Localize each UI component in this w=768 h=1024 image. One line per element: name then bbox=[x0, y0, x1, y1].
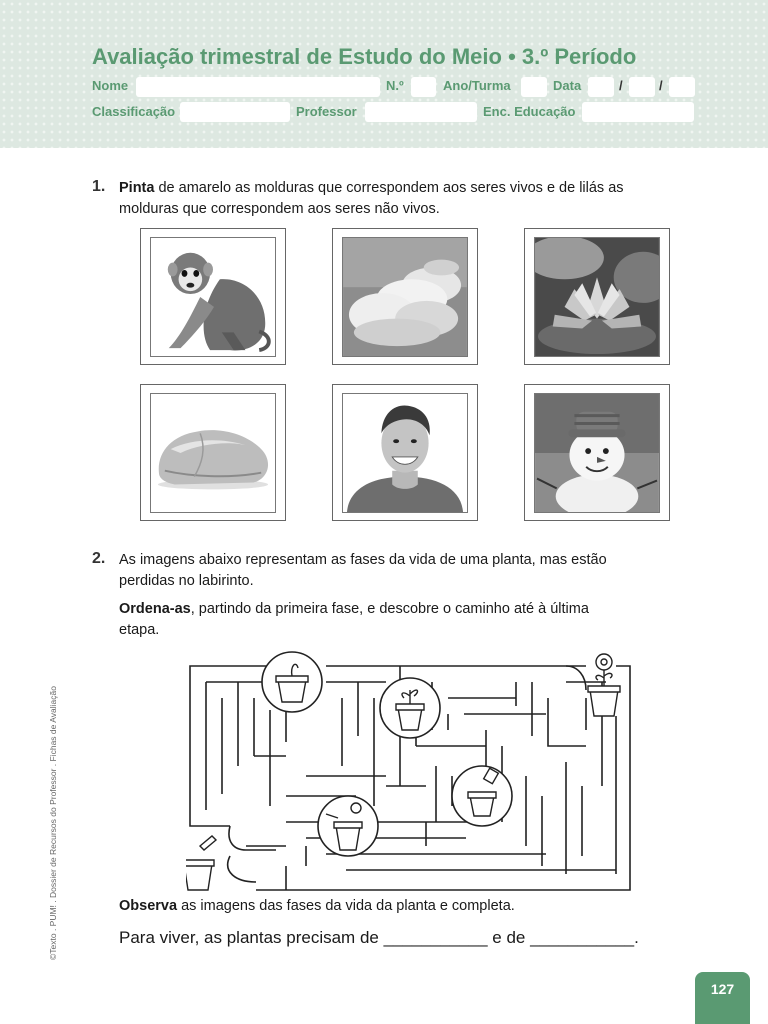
clouds-image bbox=[342, 237, 468, 357]
page-number: 127 bbox=[710, 981, 735, 997]
frame-rock[interactable] bbox=[140, 384, 286, 521]
date-month-field[interactable] bbox=[629, 77, 655, 97]
page-number-badge bbox=[695, 972, 750, 1024]
water-lily-image bbox=[534, 237, 660, 357]
date-label: Data bbox=[553, 78, 582, 93]
copyright-side-text: ©Texto . PUM! . Dossier de Recursos do Professor . Fichas de Avaliação bbox=[48, 686, 58, 960]
question-2-instruction bbox=[119, 599, 719, 641]
year-class-field[interactable] bbox=[521, 77, 547, 97]
rock-image bbox=[150, 393, 276, 513]
question-1-line1: de amarelo as molduras que correspondem aos seres vivos e de lilás as bbox=[158, 180, 624, 196]
instruction-line2: etapa. bbox=[119, 622, 160, 638]
number-label: N.º bbox=[386, 78, 404, 93]
name-field[interactable] bbox=[136, 77, 380, 97]
guardian-label: Enc. Educação bbox=[483, 104, 576, 119]
number-field[interactable] bbox=[411, 77, 436, 97]
instruction-line1: , partindo da primeira fase, e descobre o caminho até à última bbox=[190, 601, 589, 617]
grade-field[interactable] bbox=[180, 102, 290, 122]
question-2-text bbox=[119, 550, 719, 592]
question-1-line2: molduras que correspondem aos seres não vivos. bbox=[119, 201, 440, 217]
date-separator: / bbox=[619, 78, 623, 93]
date-day-field[interactable] bbox=[588, 77, 614, 97]
stage-planting-pot bbox=[186, 836, 216, 890]
teacher-field[interactable] bbox=[365, 102, 477, 122]
plant-maze[interactable] bbox=[186, 646, 632, 892]
question-1-bold: Pinta bbox=[119, 180, 155, 196]
fill-in-sentence[interactable]: Para viver, as plantas precisam de ___________ e de ___________. bbox=[119, 928, 639, 947]
stage-flower-pot bbox=[588, 654, 620, 716]
observe-bold: Observa bbox=[119, 898, 178, 914]
observe-text: as imagens das fases da vida da planta e completa. bbox=[177, 898, 515, 914]
monkey-image bbox=[150, 237, 276, 357]
name-label: Nome bbox=[92, 78, 129, 93]
guardian-field[interactable] bbox=[582, 102, 694, 122]
question-1-text bbox=[119, 178, 719, 220]
question-2-number: 2. bbox=[92, 550, 106, 567]
frame-clouds[interactable] bbox=[332, 228, 478, 365]
grade-label: Classificação bbox=[92, 104, 176, 119]
year-class-label: Ano/Turma bbox=[443, 78, 511, 93]
smiling-man-image bbox=[342, 393, 468, 513]
question-2-line2: perdidas no labirinto. bbox=[119, 573, 254, 589]
observe-line bbox=[119, 896, 719, 917]
snowman-image bbox=[534, 393, 660, 513]
frame-monkey[interactable] bbox=[140, 228, 286, 365]
date-separator: / bbox=[659, 78, 663, 93]
question-2-line1: As imagens abaixo representam as fases da vida de uma planta, mas estão bbox=[119, 552, 607, 568]
frame-snowman[interactable] bbox=[524, 384, 670, 521]
frame-water-lily[interactable] bbox=[524, 228, 670, 365]
teacher-label: Professor bbox=[296, 104, 357, 119]
question-1-number: 1. bbox=[92, 178, 106, 195]
date-year-field[interactable] bbox=[669, 77, 695, 97]
header-band bbox=[0, 0, 768, 148]
page-title: Avaliação trimestral de Estudo do Meio • 3.º Período bbox=[92, 44, 637, 69]
frame-smiling-man[interactable] bbox=[332, 384, 478, 521]
instruction-bold: Ordena-as bbox=[119, 601, 191, 617]
